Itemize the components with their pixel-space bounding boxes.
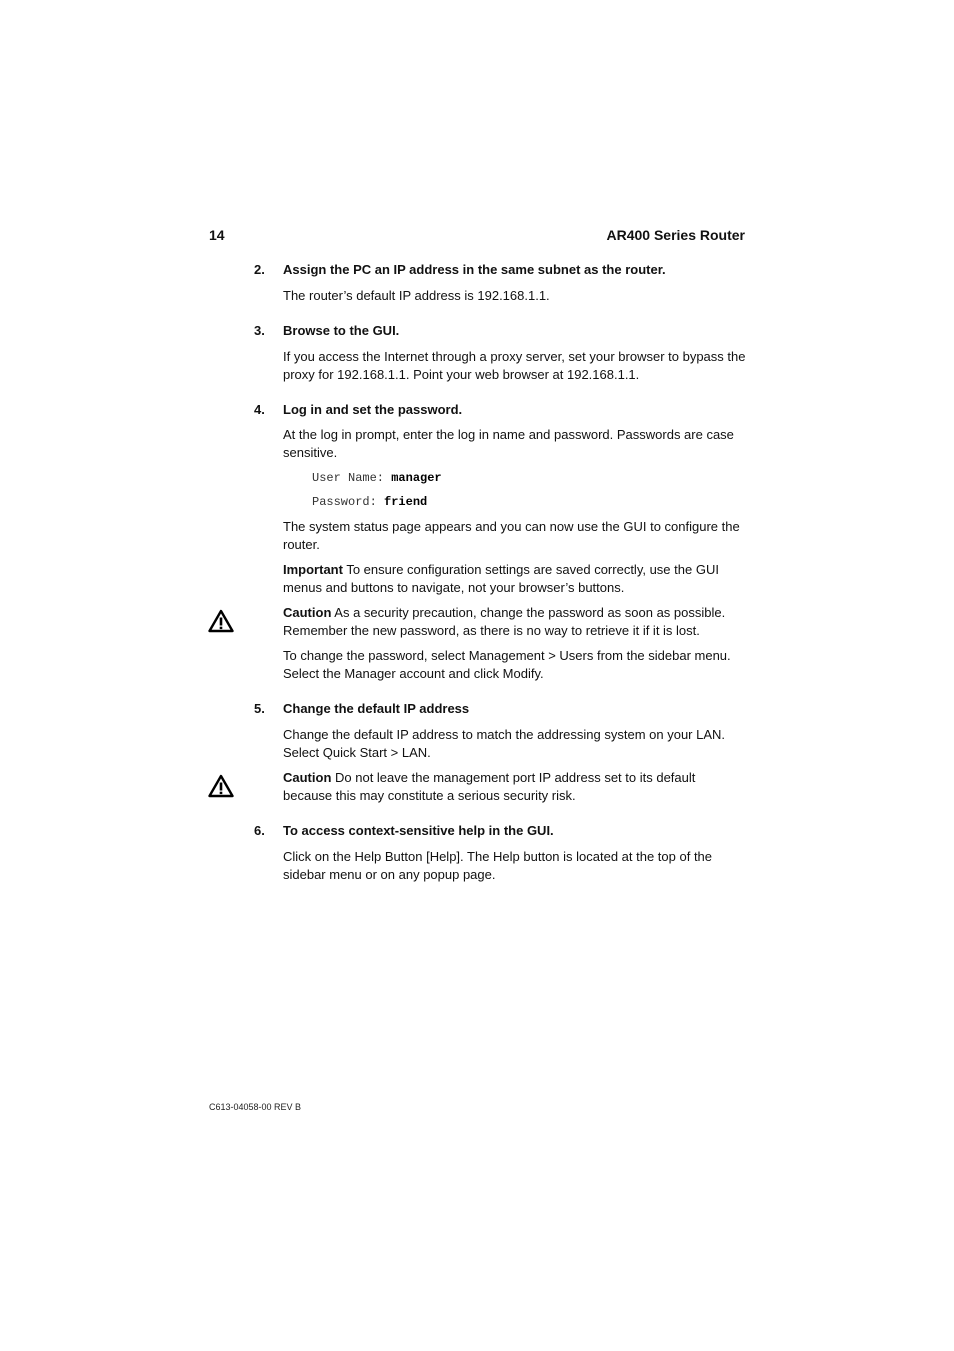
- step-title: Assign the PC an IP address in the same subnet as the router.: [283, 262, 666, 277]
- step-title: Log in and set the password.: [283, 402, 463, 417]
- caution-note: [283, 769, 748, 805]
- step-number: 5.: [254, 701, 265, 716]
- important-note: [283, 561, 748, 597]
- step-number: 6.: [254, 823, 265, 838]
- caution-text: Do not leave the management port IP address set to its default because this may constitute a serious security risk.: [283, 770, 696, 803]
- running-title: AR400 Series Router: [606, 227, 745, 243]
- step-number: 3.: [254, 323, 265, 338]
- caution-lead: Caution: [283, 770, 332, 785]
- code-value: manager: [391, 471, 442, 485]
- page-number: 14: [209, 227, 225, 243]
- code-username: [312, 471, 442, 485]
- important-lead: Important: [283, 562, 343, 577]
- code-value: friend: [384, 495, 428, 509]
- step-title: To access context-sensitive help in the GUI.: [283, 823, 554, 838]
- step-2-body: The router’s default IP address is 192.168.1.1.: [283, 288, 550, 303]
- step-title: Browse to the GUI.: [283, 323, 400, 338]
- step-number: 2.: [254, 262, 265, 277]
- step-3-body: If you access the Internet through a proxy server, set your browser to bypass the proxy for 192.168.1.1. Point your web browser at 192.168.1.1.: [283, 349, 746, 382]
- caution-lead: Caution: [283, 605, 332, 620]
- status-paragraph: The system status page appears and you can now use the GUI to configure the router.: [283, 519, 740, 552]
- change-password-paragraph: To change the password, select Management > Users from the sidebar menu. Select the Manager account and click Modify.: [283, 648, 731, 681]
- code-label: User Name:: [312, 471, 385, 485]
- step-4-body: At the log in prompt, enter the log in name and password. Passwords are case sensitive.: [283, 427, 734, 460]
- code-label: Password:: [312, 495, 377, 509]
- warning-triangle-icon: [208, 774, 234, 798]
- document-id: C613-04058-00 REV B: [209, 1102, 302, 1112]
- warning-triangle-icon: [208, 609, 234, 633]
- code-password: [312, 495, 427, 509]
- step-title: Change the default IP address: [283, 701, 470, 716]
- step-5-body: Change the default IP address to match the addressing system on your LAN. Select Quick Start > LAN.: [283, 727, 726, 760]
- caution-note: [283, 604, 748, 640]
- important-text: To ensure configuration settings are saved correctly, use the GUI menus and buttons to navigate, not your browser’s buttons.: [283, 562, 719, 595]
- caution-text: As a security precaution, change the password as soon as possible. Remember the new password, as there is no way to retrieve it if it is lost.: [283, 605, 726, 638]
- step-6-body: Click on the Help Button [Help]. The Help button is located at the top of the sidebar menu or on any popup page.: [283, 849, 713, 882]
- step-number: 4.: [254, 402, 265, 417]
